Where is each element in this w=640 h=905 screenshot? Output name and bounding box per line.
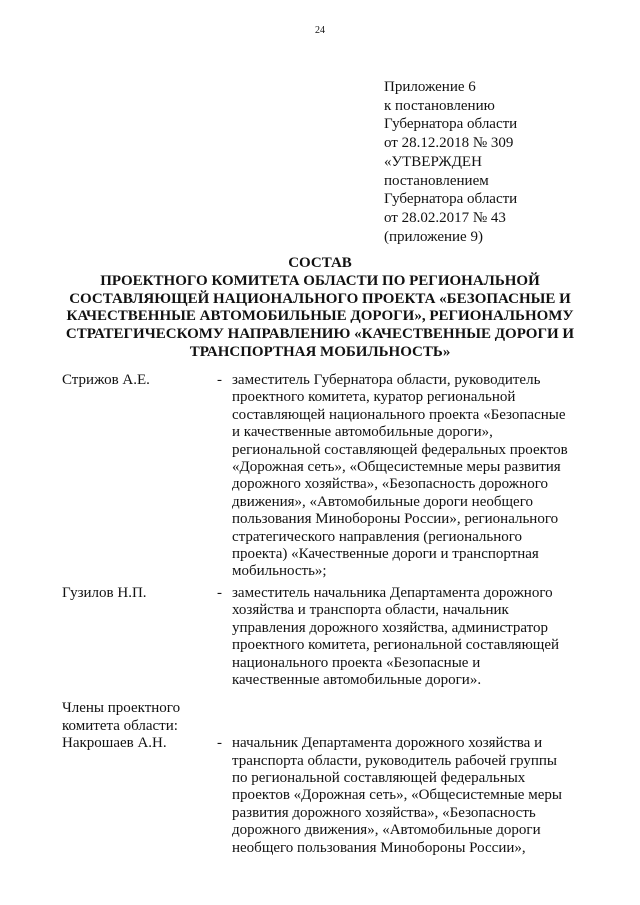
title-line: ТРАНСПОРТНАЯ МОБИЛЬНОСТЬ» bbox=[189, 343, 451, 360]
approval-line: от 28.02.2017 № 43 bbox=[384, 209, 506, 226]
member-row bbox=[62, 372, 622, 581]
member-role-line: «Дорожная сеть», «Общесистемные меры развития bbox=[232, 459, 561, 476]
member-role-line: пользования Минобороны России», регионального bbox=[232, 511, 559, 528]
committee-members-list bbox=[62, 372, 622, 857]
member-role-line: региональной составляющей федеральных проектов bbox=[232, 441, 568, 458]
member-role-line: необщего пользования Минобороны России», bbox=[232, 839, 526, 856]
member-name: Гузилов Н.П. bbox=[62, 584, 147, 601]
member-role-line: заместитель начальника Департамента дорожного bbox=[232, 584, 553, 601]
member-dash: - bbox=[217, 584, 222, 601]
member-role-line: составляющей национального проекта «Безопасные bbox=[232, 406, 566, 423]
title-line: СОСТАВЛЯЮЩЕЙ НАЦИОНАЛЬНОГО ПРОЕКТА «БЕЗОПАСНЫЕ И bbox=[69, 290, 571, 307]
member-role-line: проектного комитета, региональной составляющей bbox=[232, 637, 560, 654]
member-role-line: дорожного хозяйства», «Безопасность дорожного bbox=[232, 476, 548, 493]
member-role-line: транспорта области, руководитель рабочей группы bbox=[232, 752, 557, 769]
member-role-line: проектного комитета, куратор региональной bbox=[232, 389, 516, 406]
member-role-line: заместитель Губернатора области, руководитель bbox=[232, 372, 541, 388]
member-dash: - bbox=[217, 735, 222, 752]
approval-stamp bbox=[384, 78, 624, 246]
title-line: КАЧЕСТВЕННЫЕ АВТОМОБИЛЬНЫЕ ДОРОГИ», РЕГИОНАЛЬНОМУ bbox=[66, 308, 574, 325]
member-dash: - bbox=[217, 372, 222, 388]
member-role-line: начальник Департамента дорожного хозяйства и bbox=[232, 735, 543, 752]
title-line: СТРАТЕГИЧЕСКОМУ НАПРАВЛЕНИЮ «КАЧЕСТВЕННЫЕ ДОРОГИ И bbox=[65, 326, 575, 343]
member-role bbox=[232, 585, 587, 689]
members-section-label bbox=[62, 700, 622, 735]
member-role bbox=[232, 372, 587, 581]
approval-line: Приложение 6 bbox=[384, 79, 476, 95]
member-row bbox=[62, 735, 622, 857]
document-title bbox=[40, 255, 600, 362]
member-role-line: качественные автомобильные дороги». bbox=[232, 671, 482, 688]
title-line: СОСТАВ bbox=[288, 255, 352, 271]
page-number: 24 bbox=[315, 25, 325, 36]
member-role-line: хозяйства и транспорта области, начальник bbox=[232, 602, 509, 619]
approval-line: к постановлению bbox=[384, 97, 495, 114]
approval-line: «УТВЕРЖДЕН bbox=[384, 153, 482, 170]
approval-line: постановлением bbox=[384, 172, 489, 189]
title-line: ПРОЕКТНОГО КОМИТЕТА ОБЛАСТИ ПО РЕГИОНАЛЬНОЙ bbox=[100, 272, 540, 289]
member-role-line: и качественные автомобильные дороги», bbox=[232, 424, 493, 441]
approval-line: Губернатора области bbox=[384, 116, 518, 133]
member-role-line: дорожного движения», «Автомобильные дороги bbox=[232, 822, 541, 839]
member-row bbox=[62, 585, 622, 689]
member-role bbox=[232, 735, 587, 857]
section-label-line: Члены проектного bbox=[62, 700, 181, 717]
member-role-line: проекта) «Качественные дороги и транспортная bbox=[232, 546, 539, 563]
member-role-line: по региональной составляющей федеральных bbox=[232, 769, 526, 786]
member-name: Стрижов А.Е. bbox=[62, 372, 150, 388]
member-role-line: проектов «Дорожная сеть», «Общесистемные меры bbox=[232, 787, 562, 804]
approval-line: Губернатора области bbox=[384, 191, 518, 208]
approval-line: от 28.12.2018 № 309 bbox=[384, 135, 514, 152]
member-role-line: движения», «Автомобильные дороги необщего bbox=[232, 493, 533, 510]
approval-line: (приложение 9) bbox=[384, 228, 483, 245]
member-name: Накрошаев А.Н. bbox=[62, 735, 167, 752]
member-role-line: стратегического направления (регионального bbox=[232, 528, 523, 545]
member-role-line: мобильность»; bbox=[232, 563, 327, 580]
member-role-line: развития дорожного хозяйства», «Безопасность bbox=[232, 804, 536, 821]
section-label-line: комитета области: bbox=[62, 717, 178, 734]
member-role-line: управления дорожного хозяйства, администратор bbox=[232, 619, 549, 636]
member-role-line: национального проекта «Безопасные и bbox=[232, 654, 481, 671]
